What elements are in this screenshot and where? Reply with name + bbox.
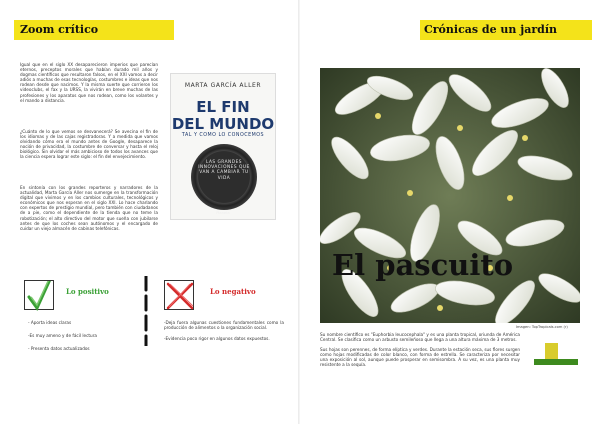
decoration-green-bar (534, 359, 578, 365)
caption-paragraph-2: Sus hojas son perennes, de forma elíptica y verdes. Durante la estación seca, sus flores surgen como hojas modificadas de color blanco, con forma de estrella. Se caracteriza por necesitar una exposición al sol, aunque puede prosperar en semisombra. A su vez, es una planta muy resistente a la sequía. (320, 347, 520, 368)
positive-title: Lo positivo (66, 287, 109, 296)
list-item: - Presenta datos actualizados (28, 346, 90, 352)
review-paragraph-3: En sintonía con los grandes reporteros y narradores de la actualidad, Marta García Aller nos sumerge en la transformación digital que vivimos y en los cambios culturales, tecnológicos y económicos que nos esperan en el siglo XXI. Lo hace charlando con expertos de prestigio mundial, pero también con ciudadanos de a pie, como el dependiente de la tienda que no teme la robotización; el alto directivo del motor que sueña con jubilarse antes de que los coches sean autónomos y el encargado de cuidar un viejo almacén de cabinas telefónicas. (20, 185, 158, 231)
right-page (300, 0, 600, 424)
list-item: -Deja fuera algunas cuestiones fundamentales como la producción de alimentos o la organización social. (164, 320, 284, 331)
list-item: -Evidencia poco rigor en algunos datos expuestos. (164, 336, 270, 342)
book-tagline: LAS GRANDES INNOVACIONES QUE VAN A CAMBIAR TU VIDA (198, 160, 250, 181)
divider-line (142, 276, 150, 346)
negative-list (164, 320, 284, 348)
photo-credit: Imagen: TopTropicals.com (r) (516, 325, 568, 329)
section-title-left: Zoom crítico (20, 23, 99, 36)
review-paragraph-1: Igual que en el siglo XX desaparecieron imperios que parecían eternos, preceptos morales que habían durado mil años y dogmas científicos que resultaron falsos, en el XXI vamos a decir adiós a muchas de esas tecnologías, costumbres e ideas que nos rodean desde que nacimos. Y la misma suerte que corrieron los videoclubs, el fax y la URSS, la vivirán en breve muchas de las profesiones y los aparatos que nos rodean, como los volantes y el mando a distancia. (20, 62, 158, 103)
list-item: - Aporta ideas claras (28, 320, 72, 325)
book-cover (170, 73, 276, 220)
checkmark-icon (24, 280, 54, 310)
list-item: -Es muy ameno y de fácil lectura (28, 333, 97, 339)
article-title: El pascuito (332, 248, 514, 282)
book-publisher: Planeta (216, 211, 230, 215)
book-subtitle: TAL Y COMO LO CONOCEMOS (181, 133, 265, 138)
article-caption (320, 332, 520, 373)
negative-title: Lo negativo (210, 287, 256, 296)
book-title-line2: DEL MUNDO (171, 115, 275, 133)
book-author: MARTA GARCÍA ALLER (184, 82, 262, 89)
caption-paragraph-1: Su nombre científico es "Euphorbia leucocephala" y es una planta tropical, oriunda de América Central. Se clasifica como un arbusto semileñoso que llega a una altura máxima de 3 metros. (320, 332, 520, 343)
section-title-right: Crónicas de un jardín (424, 23, 558, 36)
review-paragraph-2: ¿Cuánto de lo que vemos se desvanecerá? Se avecina el fin de los idiomas y de las cajas registradoras. Y a medida que vamos olvidando cómo era el mundo antes de Google, desaparece la noción de privacidad, la costumbre de conversar y hasta el reloj biológico. Sin olvidar el más ambicioso de todos los avances que la ciencia espera lograr este siglo: el fin del envejecimiento. (20, 129, 158, 160)
positive-list (28, 320, 138, 360)
book-title-line1: EL FIN (196, 98, 250, 116)
flower-photo (320, 68, 580, 323)
cross-icon (164, 280, 194, 310)
